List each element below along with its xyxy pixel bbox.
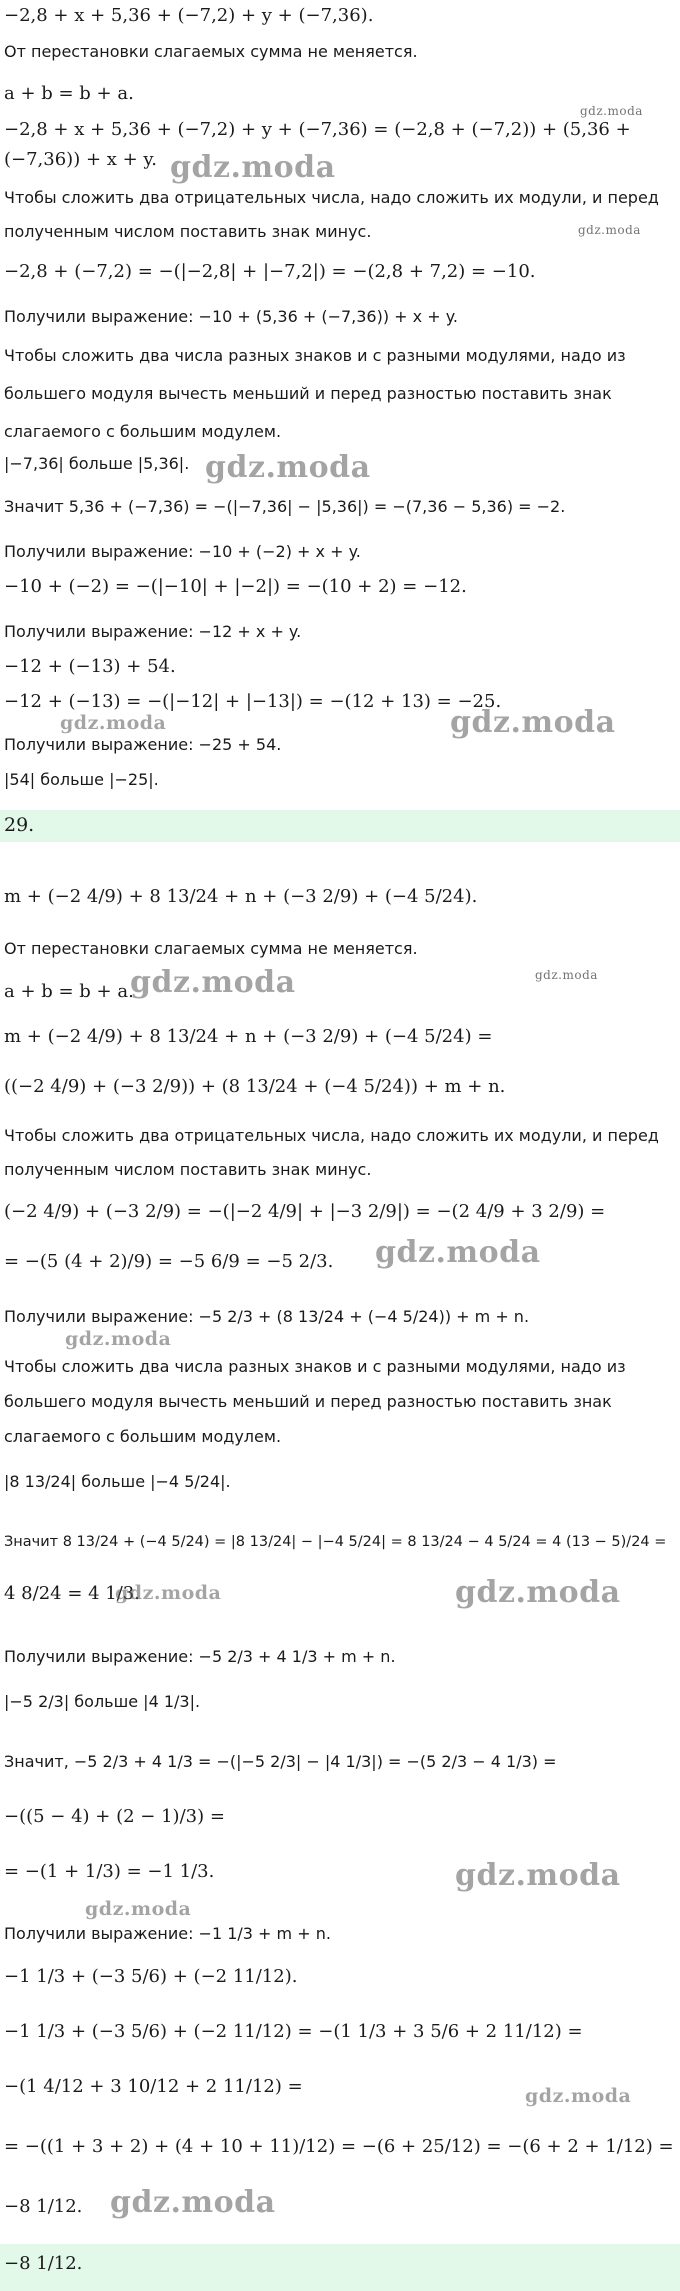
expression-line: (−7,36)) + x + y. <box>4 149 157 170</box>
expression-line: −10 + (−2) = −(|−10| + |−2|) = −(10 + 2) = −12. <box>4 576 467 597</box>
text-line: |54| больше |−25|. <box>4 770 159 789</box>
text-line: |8 13/24| больше |−4 5/24|. <box>4 1472 231 1491</box>
watermark: gdz.moda <box>130 965 296 1000</box>
expression-line: 4 8/24 = 4 1/3. <box>4 1583 140 1604</box>
expression-line: −12 + (−13) + 54. <box>4 656 176 677</box>
expression-line: −(1 4/12 + 3 10/12 + 2 11/12) = <box>4 2076 303 2097</box>
text-line: От перестановки слагаемых сумма не меняется. <box>4 42 418 61</box>
text-line: Чтобы сложить два числа разных знаков и с разными модулями, надо из <box>4 1357 626 1376</box>
text-line: |−5 2/3| больше |4 1/3|. <box>4 1692 201 1711</box>
watermark: gdz.moda <box>580 104 643 118</box>
expression-line: −12 + (−13) = −(|−12| + |−13|) = −(12 + 13) = −25. <box>4 691 502 712</box>
text-line: Чтобы сложить два отрицательных числа, надо сложить их модули, и перед <box>4 1126 659 1145</box>
expression-line: = −((1 + 3 + 2) + (4 + 10 + 11)/12) = −(6 + 25/12) = −(6 + 2 + 1/12) = <box>4 2136 674 2157</box>
watermark: gdz.moda <box>375 1235 541 1270</box>
text-line: Получили выражение: −25 + 54. <box>4 735 282 754</box>
watermark: gdz.moda <box>170 150 336 185</box>
watermark: gdz.moda <box>525 2085 632 2107</box>
text-line: Получили выражение: −5 2/3 + (8 13/24 + (−4 5/24)) + m + n. <box>4 1307 530 1326</box>
watermark: gdz.moda <box>110 2185 276 2220</box>
expression-line: −((5 − 4) + (2 − 1)/3) = <box>4 1806 225 1827</box>
expression-line: −2,8 + x + 5,36 + (−7,2) + y + (−7,36) = (−2,8 + (−7,2)) + (5,36 + <box>4 119 631 140</box>
text-line: Получили выражение: −5 2/3 + 4 1/3 + m + n. <box>4 1647 396 1666</box>
expression-line: −1 1/3 + (−3 5/6) + (−2 11/12) = −(1 1/3 + 3 5/6 + 2 11/12) = <box>4 2021 583 2042</box>
watermark: gdz.moda <box>115 1582 222 1604</box>
text-line: Получили выражение: −1 1/3 + m + n. <box>4 1924 331 1943</box>
text-line: большего модуля вычесть меньший и перед разностью поставить знак <box>4 384 612 403</box>
watermark: gdz.moda <box>85 1898 192 1920</box>
final-answer: −8 1/12. <box>4 2253 83 2274</box>
text-line: Получили выражение: −12 + x + y. <box>4 622 302 641</box>
text-line: слагаемого с большим модулем. <box>4 1427 282 1446</box>
text-line: Получили выражение: −10 + (5,36 + (−7,36)) + x + y. <box>4 307 458 326</box>
text-line: Получили выражение: −10 + (−2) + x + y. <box>4 542 361 561</box>
watermark: gdz.moda <box>450 705 616 740</box>
expression-line: ((−2 4/9) + (−3 2/9)) + (8 13/24 + (−4 5/24)) + m + n. <box>4 1076 506 1097</box>
expression-line: = −(5 (4 + 2)/9) = −5 6/9 = −5 2/3. <box>4 1251 334 1272</box>
watermark: gdz.moda <box>60 712 167 734</box>
expression-line: m + (−2 4/9) + 8 13/24 + n + (−3 2/9) + (−4 5/24). <box>4 886 478 907</box>
text-line: От перестановки слагаемых сумма не меняется. <box>4 939 418 958</box>
expression-line: m + (−2 4/9) + 8 13/24 + n + (−3 2/9) + (−4 5/24) = <box>4 1026 493 1047</box>
text-line: большего модуля вычесть меньший и перед разностью поставить знак <box>4 1392 612 1411</box>
text-line: Значит, −5 2/3 + 4 1/3 = −(|−5 2/3| − |4 1/3|) = −(5 2/3 − 4 1/3) = <box>4 1752 557 1771</box>
expression-line: −8 1/12. <box>4 2196 83 2217</box>
text-line: |−7,36| больше |5,36|. <box>4 454 190 473</box>
text-line: полученным числом поставить знак минус. <box>4 1160 372 1179</box>
text-line: слагаемого с большим модулем. <box>4 422 282 441</box>
text-line: Чтобы сложить два числа разных знаков и с разными модулями, надо из <box>4 346 626 365</box>
watermark: gdz.moda <box>455 1858 621 1893</box>
text-line: Чтобы сложить два отрицательных числа, надо сложить их модули, и перед <box>4 188 659 207</box>
expression-line: a + b = b + a. <box>4 83 134 104</box>
text-line: Значит 8 13/24 + (−4 5/24) = |8 13/24| − |−4 5/24| = 8 13/24 − 4 5/24 = 4 (13 − 5)/24 = <box>4 1534 667 1550</box>
expression-line: −1 1/3 + (−3 5/6) + (−2 11/12). <box>4 1966 298 1987</box>
expression-line: −2,8 + (−7,2) = −(|−2,8| + |−7,2|) = −(2,8 + 7,2) = −10. <box>4 261 536 282</box>
watermark: gdz.moda <box>455 1575 621 1610</box>
expression-line: −2,8 + x + 5,36 + (−7,2) + y + (−7,36). <box>4 5 374 26</box>
watermark: gdz.moda <box>578 223 641 237</box>
watermark: gdz.moda <box>65 1328 172 1350</box>
watermark: gdz.moda <box>205 450 371 485</box>
expression-line: (−2 4/9) + (−3 2/9) = −(|−2 4/9| + |−3 2/9|) = −(2 4/9 + 3 2/9) = <box>4 1201 606 1222</box>
text-line: полученным числом поставить знак минус. <box>4 222 372 241</box>
expression-line: a + b = b + a. <box>4 981 134 1002</box>
watermark: gdz.moda <box>535 968 598 982</box>
section-number: 29. <box>4 814 35 836</box>
text-line: Значит 5,36 + (−7,36) = −(|−7,36| − |5,36|) = −(7,36 − 5,36) = −2. <box>4 497 566 516</box>
expression-line: = −(1 + 1/3) = −1 1/3. <box>4 1861 215 1882</box>
